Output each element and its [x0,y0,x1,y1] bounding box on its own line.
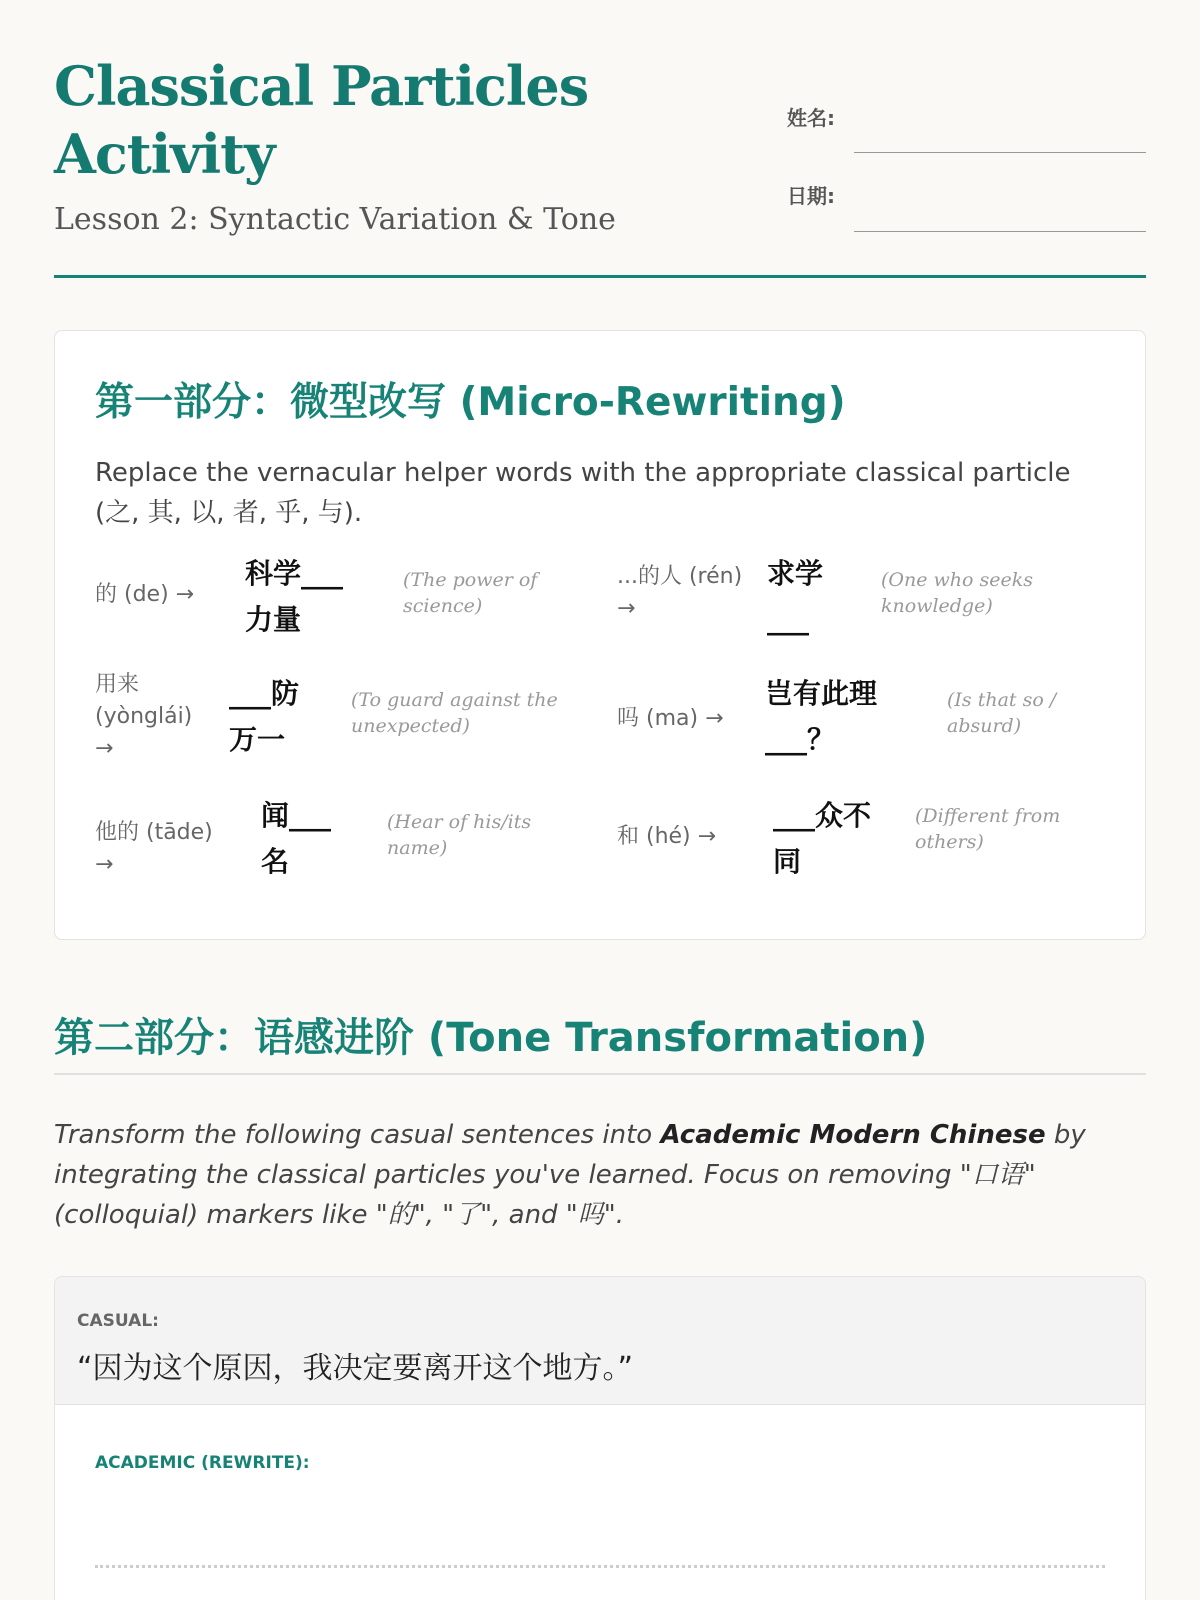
rewrite-answer-line[interactable] [95,1565,1105,1568]
exercise-phrase[interactable]: 科学___力量 [245,557,344,636]
exercise-phrase[interactable]: ___防万一 [229,677,300,756]
section2-instructions [54,1115,1146,1235]
exercise-helper: 用来 (yònglái) → [95,672,193,761]
casual-sentence: “因为这个原因，我决定要离开这个地方。” [77,1351,634,1386]
exercise-phrase[interactable]: 闻___名 [261,799,332,878]
micro-rewriting-card [54,330,1146,940]
casual-label: CASUAL: [77,1311,159,1331]
exercise-gloss: (One who seeks knowledge) [881,569,1033,617]
tone-task-card [54,1276,1146,1600]
exercise-helper: 吗 (ma) → [617,706,724,731]
exercise-helper: 他的 (tāde) → [95,820,213,877]
date-input-line[interactable] [854,231,1146,232]
exercise-gloss: (To guard against the unexpected) [351,689,558,737]
exercise-gloss: (Different from others) [915,805,1061,853]
section2-instr-text: Transform the following casual sentences into [54,1120,661,1150]
page-title: Classical Particles Activity [54,54,589,186]
casual-box [55,1277,1145,1405]
section2-instr-text: by integrating the classical particles you've learned. Focus on removing "口语" (colloquial) markers like "的", "了", and "吗". [54,1120,1086,1230]
section1-instructions: Replace the vernacular helper words with the appropriate classical particle (之, 其, 以, 者, 乎, 与). [95,458,1071,528]
page-subtitle: Lesson 2: Syntactic Variation & Tone [54,202,616,237]
section1-title: 第一部分：微型改写 (Micro-Rewriting) [95,380,846,425]
section2-divider [54,1073,1146,1075]
worksheet-header [54,0,1146,278]
exercise-phrase[interactable]: ___众不同 [773,799,872,878]
date-label: 日期: [787,184,835,208]
name-input-line[interactable] [854,152,1146,153]
exercise-helper: 和 (hé) → [617,824,717,849]
exercise-phrase[interactable]: 求学___ [767,557,824,636]
exercise-helper: ...的人 (rén) → [617,564,743,621]
name-label: 姓名: [787,106,835,130]
exercise-gloss: (The power of science) [403,569,538,617]
section2-instr-bold: Academic Modern Chinese [660,1120,1046,1150]
exercise-gloss: (Hear of his/its name) [387,811,532,859]
section2-title: 第二部分：语感进阶 (Tone Transformation) [54,1015,928,1061]
exercise-helper: 的 (de) → [95,582,195,607]
exercise-phrase[interactable]: 岂有此理___？ [765,677,878,756]
academic-label: ACADEMIC (REWRITE): [95,1453,310,1473]
exercise-gloss: (Is that so / absurd) [947,689,1057,737]
